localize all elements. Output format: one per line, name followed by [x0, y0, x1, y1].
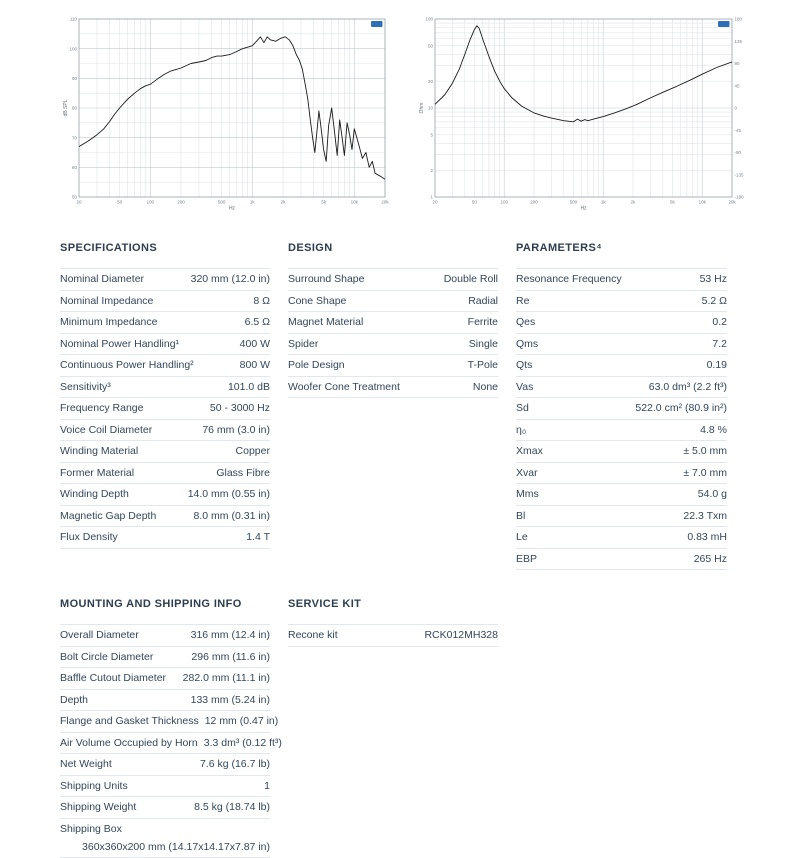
svg-text:0: 0 — [735, 106, 738, 111]
spec-label: Depth — [60, 694, 88, 706]
spec-value: None — [473, 381, 498, 393]
spec-row — [288, 354, 498, 376]
svg-text:Hz: Hz — [229, 206, 236, 212]
spec-row — [60, 376, 270, 398]
parameters-title: PARAMETERS⁴ — [516, 242, 727, 254]
spec-label: Vas — [516, 381, 533, 393]
svg-text:10: 10 — [428, 106, 434, 111]
spec-value: 14.0 mm (0.55 in) — [188, 488, 270, 500]
svg-text:50: 50 — [72, 195, 78, 200]
section-design — [288, 242, 498, 570]
spec-row — [516, 290, 727, 312]
section-mounting — [60, 598, 270, 858]
mounting-table — [60, 624, 270, 858]
svg-text:Ohm: Ohm — [419, 103, 425, 114]
svg-text:-135: -135 — [735, 172, 745, 177]
spec-label: Net Weight — [60, 758, 112, 770]
svg-text:20: 20 — [432, 200, 438, 205]
spec-label: Air Volume Occupied by Horn — [60, 737, 198, 749]
spec-label: Qts — [516, 359, 532, 371]
spec-value: 400 W — [240, 338, 270, 350]
spec-row — [60, 667, 270, 689]
spec-row — [60, 526, 270, 549]
spec-label: Bolt Circle Diameter — [60, 651, 153, 663]
svg-text:200: 200 — [177, 200, 185, 205]
spec-value: 316 mm (12.4 in) — [191, 629, 270, 641]
spec-row — [516, 376, 727, 398]
frequency-response-chart — [62, 12, 392, 212]
spec-value: Glass Fibre — [216, 467, 270, 479]
spec-value: 296 mm (11.6 in) — [191, 651, 270, 663]
spec-row — [288, 333, 498, 355]
specifications-table — [60, 268, 270, 549]
spec-row — [516, 397, 727, 419]
svg-text:100: 100 — [69, 46, 77, 51]
spec-value: 1 — [264, 780, 270, 792]
spec-label: Qes — [516, 316, 535, 328]
spec-label: Re — [516, 295, 529, 307]
svg-text:200: 200 — [530, 200, 538, 205]
svg-text:500: 500 — [218, 200, 226, 205]
spec-value: Ferrite — [468, 316, 498, 328]
spec-value: 522.0 cm² (80.9 in²) — [635, 402, 727, 414]
spec-value: 76 mm (3.0 in) — [202, 424, 270, 436]
spec-label: Le — [516, 531, 528, 543]
spec-row — [60, 505, 270, 527]
spec-tables-row — [60, 242, 801, 570]
spec-row — [516, 548, 727, 571]
spec-label: Minimum Impedance — [60, 316, 157, 328]
spec-row — [60, 710, 270, 732]
svg-text:Hz: Hz — [580, 206, 587, 212]
svg-text:100: 100 — [147, 200, 155, 205]
spec-label: Winding Depth — [60, 488, 129, 500]
spec-label: Woofer Cone Treatment — [288, 381, 400, 393]
spec-row — [60, 624, 270, 646]
design-table — [288, 268, 498, 398]
spec-value: ± 7.0 mm — [683, 467, 727, 479]
spec-label: η₀ — [516, 424, 526, 436]
spec-row — [516, 419, 727, 441]
svg-text:1: 1 — [430, 195, 433, 200]
spec-row — [60, 333, 270, 355]
spec-row — [60, 290, 270, 312]
svg-text:5k: 5k — [670, 200, 676, 205]
spec-value: ± 5.0 mm — [683, 445, 727, 457]
mounting-title: MOUNTING AND SHIPPING INFO — [60, 598, 270, 610]
spec-value: Radial — [468, 295, 498, 307]
design-title: DESIGN — [288, 242, 498, 254]
spec-row — [516, 311, 727, 333]
spec-label: Winding Material — [60, 445, 138, 457]
svg-text:110: 110 — [70, 17, 78, 22]
svg-text:5k: 5k — [321, 200, 327, 205]
spec-label: Flux Density — [60, 531, 118, 543]
spec-label: Nominal Diameter — [60, 273, 144, 285]
spec-row — [60, 796, 270, 818]
spec-label: Former Material — [60, 467, 134, 479]
spec-row — [516, 333, 727, 355]
svg-text:-90: -90 — [735, 150, 742, 155]
spec-label: Resonance Frequency — [516, 273, 622, 285]
spec-label: Continuous Power Handling² — [60, 359, 194, 371]
spec-label: Qms — [516, 338, 538, 350]
spec-value: 12 mm (0.47 in) — [205, 715, 279, 727]
spec-value: 133 mm (5.24 in) — [191, 694, 270, 706]
spec-row — [288, 311, 498, 333]
spec-row — [288, 376, 498, 399]
specifications-title: SPECIFICATIONS — [60, 242, 270, 254]
svg-text:2: 2 — [430, 168, 433, 173]
svg-text:80: 80 — [72, 106, 78, 111]
spec-value: 53 Hz — [700, 273, 727, 285]
spec-label: Flange and Gasket Thickness — [60, 715, 199, 727]
service-kit-table — [288, 624, 498, 647]
spec-value: Double Roll — [444, 273, 498, 285]
spec-value: 8 Ω — [253, 295, 270, 307]
spec-value: 320 mm (12.0 in) — [191, 273, 270, 285]
spec-row — [516, 268, 727, 290]
spec-row — [60, 775, 270, 797]
spec-label: Xvar — [516, 467, 538, 479]
spec-value: 282.0 mm (11.1 in) — [183, 672, 270, 684]
svg-text:50: 50 — [428, 43, 434, 48]
svg-text:70: 70 — [72, 135, 78, 140]
spec-row — [60, 689, 270, 711]
spec-label: Magnet Material — [288, 316, 363, 328]
spec-value: 6.5 Ω — [245, 316, 270, 328]
svg-text:10k: 10k — [699, 200, 707, 205]
svg-text:60: 60 — [72, 165, 78, 170]
spec-label: Voice Coil Diameter — [60, 424, 152, 436]
spec-value: 360x360x200 mm (14.17x14.17x7.87 in) — [60, 841, 270, 853]
impedance-chart — [418, 12, 748, 212]
spec-value: Copper — [236, 445, 270, 457]
spec-label: Pole Design — [288, 359, 345, 371]
spec-row — [60, 753, 270, 775]
spec-row — [60, 311, 270, 333]
spec-label: Xmax — [516, 445, 543, 457]
spec-label: Overall Diameter — [60, 629, 139, 641]
spec-row — [60, 483, 270, 505]
spec-label: Frequency Range — [60, 402, 143, 414]
svg-text:20k: 20k — [728, 200, 736, 205]
spec-value: 8.0 mm (0.31 in) — [194, 510, 270, 522]
svg-text:100: 100 — [425, 17, 433, 22]
empty-column — [516, 598, 727, 858]
svg-text:dB SPL: dB SPL — [63, 99, 69, 116]
section-service-kit — [288, 598, 498, 858]
spec-value: RCK012MH328 — [424, 629, 498, 641]
spec-label: Nominal Impedance — [60, 295, 153, 307]
spec-value: 101.0 dB — [228, 381, 270, 393]
svg-text:1k: 1k — [250, 200, 256, 205]
spec-row — [60, 419, 270, 441]
spec-label: Shipping Weight — [60, 801, 136, 813]
spec-row — [516, 483, 727, 505]
brand-logo-icon — [718, 21, 730, 27]
spec-row — [288, 268, 498, 290]
svg-text:135: 135 — [735, 39, 743, 44]
spec-value: 0.2 — [712, 316, 727, 328]
spec-label: Magnetic Gap Depth — [60, 510, 156, 522]
svg-text:90: 90 — [735, 61, 741, 66]
svg-text:500: 500 — [570, 200, 578, 205]
svg-text:50: 50 — [472, 200, 478, 205]
spec-value: 63.0 dm³ (2.2 ft³) — [649, 381, 727, 393]
spec-row — [60, 397, 270, 419]
spec-value: 1.4 T — [246, 531, 270, 543]
spec-value: Single — [469, 338, 498, 350]
charts-row — [0, 0, 801, 212]
service-kit-title: SERVICE KIT — [288, 598, 498, 610]
section-specifications — [60, 242, 270, 570]
spec-label: Bl — [516, 510, 525, 522]
spec-label: Surround Shape — [288, 273, 364, 285]
svg-text:90: 90 — [72, 76, 78, 81]
spec-row — [60, 462, 270, 484]
svg-text:-180: -180 — [735, 195, 745, 200]
spec-value: 5.2 Ω — [702, 295, 727, 307]
spec-label: Sensitivity³ — [60, 381, 111, 393]
spec-value: 54.0 g — [698, 488, 727, 500]
spec-row — [60, 818, 270, 858]
spec-label: Mms — [516, 488, 539, 500]
spec-value: 7.6 kg (16.7 lb) — [200, 758, 270, 770]
spec-label: Shipping Box — [60, 823, 122, 835]
spec-value: 3.3 dm³ (0.12 ft³) — [204, 737, 282, 749]
spec-value: T-Pole — [468, 359, 498, 371]
spec-row — [60, 646, 270, 668]
spec-row — [516, 505, 727, 527]
spec-row — [516, 526, 727, 548]
spec-row — [60, 732, 270, 754]
svg-text:180: 180 — [735, 17, 743, 22]
spec-value: 22.3 Txm — [683, 510, 727, 522]
spec-value: 8.5 kg (18.74 lb) — [194, 801, 270, 813]
svg-text:2k: 2k — [631, 200, 637, 205]
section-parameters — [516, 242, 727, 570]
svg-text:2k: 2k — [281, 200, 287, 205]
spec-value: 50 - 3000 Hz — [210, 402, 270, 414]
spec-value: 0.19 — [707, 359, 727, 371]
spec-label: Spider — [288, 338, 318, 350]
spec-value: 0.83 mH — [687, 531, 727, 543]
spec-row — [516, 440, 727, 462]
spec-label: Cone Shape — [288, 295, 346, 307]
spec-row — [516, 354, 727, 376]
spec-label: Recone kit — [288, 629, 338, 641]
spec-value: 265 Hz — [694, 553, 727, 565]
spec-row — [60, 354, 270, 376]
spec-row — [516, 462, 727, 484]
svg-text:100: 100 — [500, 200, 508, 205]
spec-label: EBP — [516, 553, 537, 565]
svg-text:-45: -45 — [735, 128, 742, 133]
spec-value: 7.2 — [712, 338, 727, 350]
svg-text:20: 20 — [76, 200, 82, 205]
spec-label: Sd — [516, 402, 529, 414]
spec-label: Nominal Power Handling¹ — [60, 338, 179, 350]
spec-label: Baffle Cutout Diameter — [60, 672, 166, 684]
parameters-table — [516, 268, 727, 570]
svg-text:20k: 20k — [381, 200, 389, 205]
svg-text:5: 5 — [430, 132, 433, 137]
svg-text:1k: 1k — [601, 200, 607, 205]
spec-row — [288, 624, 498, 647]
brand-logo-icon — [371, 21, 383, 27]
svg-text:45: 45 — [735, 83, 741, 88]
svg-text:50: 50 — [117, 200, 123, 205]
spec-row — [60, 268, 270, 290]
spec-value: 4.8 % — [700, 424, 727, 436]
svg-text:20: 20 — [428, 79, 434, 84]
svg-text:10k: 10k — [351, 200, 359, 205]
spec-row — [288, 290, 498, 312]
spec-value: 800 W — [240, 359, 270, 371]
mounting-service-row — [60, 598, 801, 858]
spec-row — [60, 440, 270, 462]
spec-label: Shipping Units — [60, 780, 128, 792]
